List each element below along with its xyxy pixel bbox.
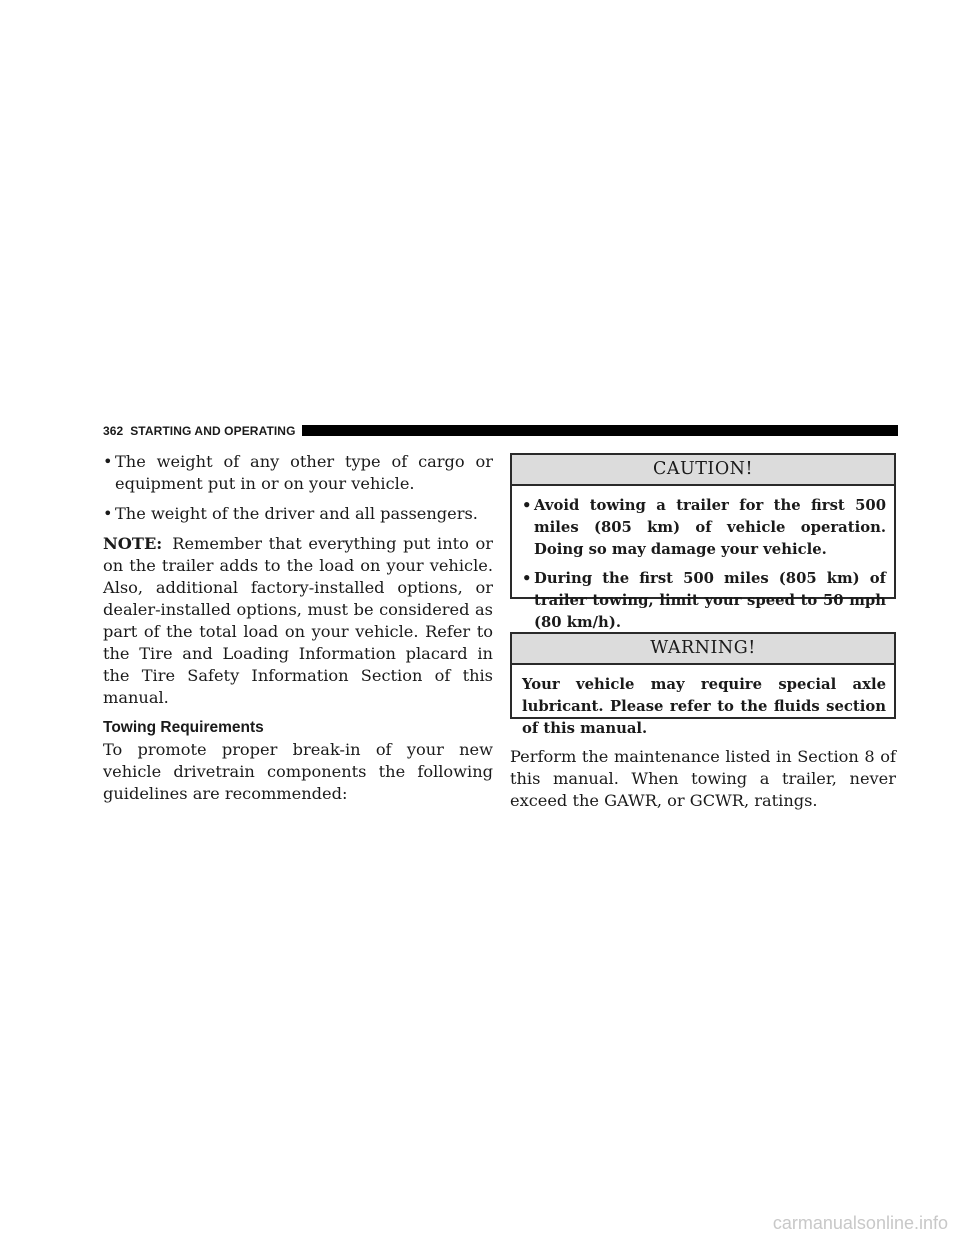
- bullet-icon: •: [522, 570, 532, 587]
- caution-title: CAUTION!: [512, 455, 894, 486]
- note-text: Remember that everything put into or on the trailer adds to the load on your vehicle. Also, additional factory-installed options, or dealer-installed options, must be considered as part of the total load on your vehicle. Refer to the Tire and Loading Information placard in the Tire Safety Information Section of this manual.: [103, 534, 493, 707]
- watermark: carmanualsonline.info: [772, 1213, 948, 1233]
- header-bar: [302, 425, 898, 436]
- bullet-icon: •: [103, 504, 113, 523]
- warning-title: WARNING!: [512, 634, 894, 665]
- list-item: [103, 503, 493, 525]
- note-label: NOTE:: [103, 534, 163, 553]
- warning-box: [510, 632, 896, 737]
- list-item-text: Avoid towing a trailer for the first 500 miles (805 km) of vehicle operation. Doing so may damage your vehicle.: [534, 497, 886, 558]
- list-item-text: The weight of the driver and all passengers.: [115, 504, 478, 523]
- list-item-text: The weight of any other type of cargo or equipment put in or on your vehicle.: [115, 452, 493, 493]
- note-paragraph: [103, 533, 493, 709]
- caution-box: [510, 453, 896, 631]
- maintenance-paragraph: Perform the maintenance listed in Section 8 of this manual. When towing a trailer, never exceed the GAWR, or GCWR, ratings.: [510, 747, 896, 810]
- page-header-text: [103, 424, 296, 438]
- bullet-icon: •: [522, 497, 532, 514]
- list-item: [522, 568, 886, 634]
- section-heading: Towing Requirements: [103, 719, 264, 736]
- intro-paragraph: To promote proper break-in of your new vehicle drivetrain components the following guidelines are recommended:: [103, 740, 493, 803]
- bullet-icon: •: [103, 452, 113, 471]
- list-item: [522, 495, 886, 561]
- page-number: 362: [103, 423, 124, 438]
- caution-body: [512, 486, 894, 644]
- warning-body: Your vehicle may require special axle lubricant. Please refer to the fluids section of this manual.: [522, 676, 886, 737]
- left-column: [103, 451, 493, 805]
- section-title: STARTING AND OPERATING: [130, 423, 296, 438]
- list-item: [103, 451, 493, 495]
- page-header: [103, 424, 898, 437]
- list-item-text: During the first 500 miles (805 km) of trailer towing, limit your speed to 50 mph (80 km/h).: [534, 570, 886, 631]
